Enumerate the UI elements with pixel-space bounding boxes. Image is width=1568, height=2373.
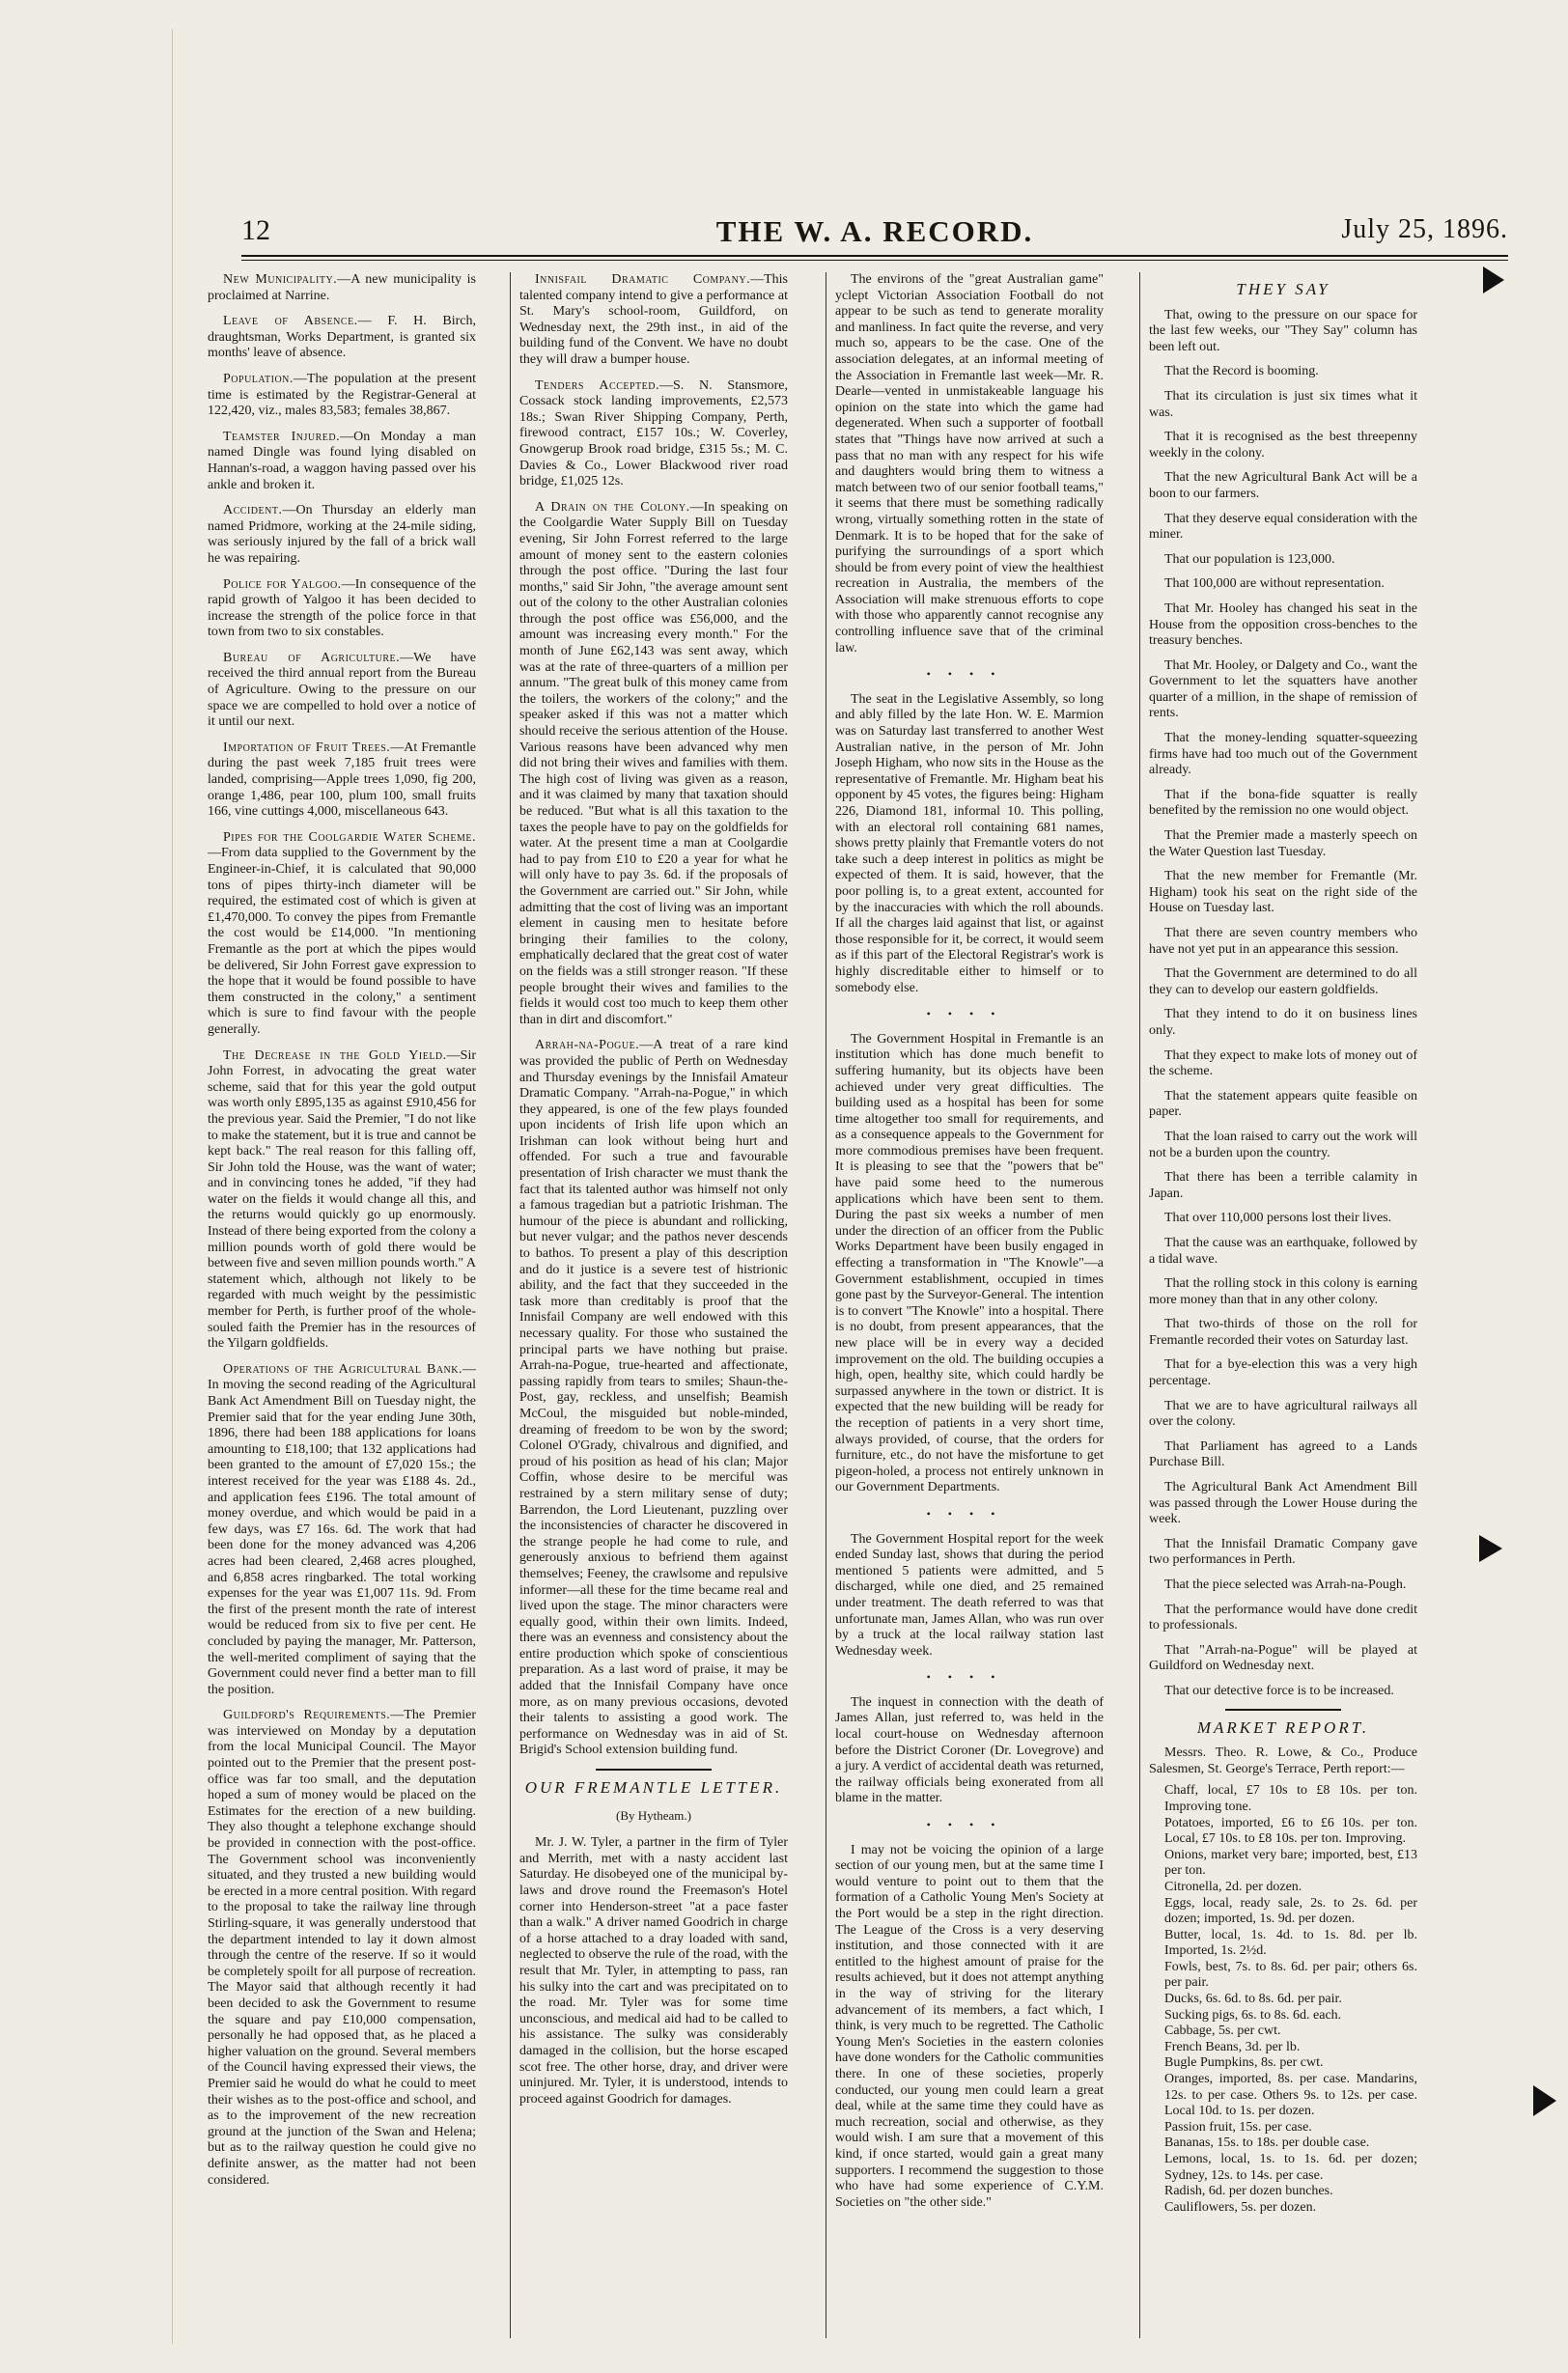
market-item: Chaff, local, £7 10s to £8 10s. per ton. Improving tone. (1164, 1783, 1417, 1814)
market-report-heading: MARKET REPORT. (1196, 1717, 1370, 1737)
news-item (519, 272, 788, 369)
news-item-heading: A Drain on the Colony. (535, 499, 690, 515)
masthead-title: THE W. A. RECORD. (715, 214, 1034, 248)
letter-paragraph: The inquest in connection with the death of James Allan, just referred to, was held in the local court-house on Wednesday afternoon before the District Coroner (Dr. Lovegrove) and a jury. A verdict of accidental death was returned, the railway officials being exonerated from all blame in the matter. (835, 1694, 1104, 1806)
they-say-item: That the Government are determined to do all they can to develop our eastern goldfields. (1149, 966, 1417, 997)
they-say-item: That the Record is booming. (1164, 364, 1319, 379)
market-item: Oranges, imported, 8s. per case. Mandarins, 12s. to per case. Others 9s. to 12s. per case. Local 10d. to 1s. per dozen. (1164, 2072, 1417, 2119)
they-say-item: That they intend to do it on business lines only. (1149, 1007, 1417, 1038)
news-item-heading: Population. (223, 371, 294, 386)
news-item-text: —At Fremantle during the past week 7,185 fruit trees were landed, comprising—Apple trees 1,090, fig 200, orange 1,486, pear 100, plum 100, small fruits 166, vine cuttings 4,000, miscellaneous 643. (208, 740, 476, 820)
market-item: Onions, market very bare; imported, best, £13 per ton. (1164, 1847, 1417, 1879)
they-say-item: That the loan raised to carry out the work will not be a burden upon the country. (1149, 1129, 1417, 1160)
section-separator: •••• (926, 1007, 1013, 1021)
they-say-item: That they expect to make lots of money out of the scheme. (1149, 1047, 1417, 1079)
news-item (208, 1048, 476, 1353)
letter-paragraph: The Government Hospital report for the week ended Sunday last, shows that during the period mentioned 5 patients were admitted, and 5 discharged, while one died, and 25 remained under treatment. The death referred to was that unfortunate man, James Allan, who was run over by a truck at the local railway station last Wednesday week. (835, 1531, 1104, 1659)
column-2-items (519, 272, 788, 1759)
market-report-intro: Messrs. Theo. R. Lowe, & Co., Produce Salesmen, St. George's Terrace, Perth report:— (1149, 1745, 1417, 1776)
they-say-item: That "Arrah-na-Pogue" will be played at Guildford on Wednesday next. (1149, 1642, 1417, 1674)
column-divider (510, 272, 511, 2338)
market-item: Potatoes, imported, £6 to £6 10s. per ton. Local, £7 10s. to £8 10s. per ton. Improving. (1164, 1815, 1417, 1847)
market-item: Fowls, best, 7s. to 8s. 6d. per pair; others 6s. per pair. (1164, 1959, 1417, 1991)
they-say-item: That the statement appears quite feasible on paper. (1149, 1088, 1417, 1120)
header-rule (241, 255, 1508, 257)
market-item: Cabbage, 5s. per cwt. (1164, 2024, 1281, 2039)
they-say-item: That it is recognised as the best threepenny weekly in the colony. (1149, 430, 1417, 461)
page-header (241, 214, 1508, 253)
news-item-heading: The Decrease in the Gold Yield. (223, 1047, 447, 1063)
they-say-item: That over 110,000 persons lost their lives. (1164, 1211, 1392, 1226)
they-say-item: That 100,000 are without representation. (1164, 576, 1385, 592)
they-say-item: That the piece selected was Arrah-na-Pough. (1164, 1577, 1407, 1592)
they-say-item: That the money-lending squatter-squeezing firms have had too much out of the Government already. (1149, 731, 1417, 778)
they-say-item: That two-thirds of those on the roll for Fremantle recorded their votes on Saturday last. (1149, 1317, 1417, 1348)
market-item: Cauliflowers, 5s. per dozen. (1164, 2199, 1317, 2215)
registration-mark (1533, 2085, 1556, 2116)
market-item: Bananas, 15s. to 18s. per double case. (1164, 2136, 1370, 2151)
they-say-item: That its circulation is just six times what it was. (1149, 388, 1417, 420)
news-item-text: —The population at the present time is estimated by the Registrar-General at 122,420, viz., males 83,583; females 38,867. (208, 371, 476, 419)
news-item-text: —In speaking on the Coolgardie Water Supply Bill on Tuesday evening, Sir John Forrest referred to the large amount of money sent to the eastern colonies through the post office. "During the last four months," said Sir John, "the average amount sent out of the colony to the other Australian colonies through the post office was £56,000, and the amount was increasing every month." For the month of June £62,143 was sent away, which was at the rate of three-quarters of a million per annum. "The great bulk of this money came from the toilers, the workers of the colony;" and the speaker asked if this was not a matter which should receive the serious attention of the House. Various reasons have been advanced why men did not bring their wives and families with them. The high cost of living was given as a reason, and it was claimed by many that taxation should be reduced. "But what is all this taxation to the taxes the people have to pay on the goldfields for water. At the present time a man at Coolgardie had to pay from £10 to £20 a year for what he will only have to pay 3s. 6d. if the proposals of the Government are carried out." Sir John, while admitting that the cost of living was an important element in causing men to hesitate before bringing their families to the colony, emphatically declared that the great cost of water on the fields was a still stronger reason. "If these people brought their wives and families to the fields it would cost too much to keep them other than in dirt and discomfort." (519, 499, 788, 1027)
section-rule (1225, 1709, 1341, 1711)
news-item-text: —A treat of a rare kind was provided the public of Perth on Wednesday and Thursday evenings by the Innisfail Amateur Dramatic Company. "Arrah-na-Pogue," in which they appeared, is one of the few plays founded upon incidents of Irish life upon which an Irishman can look without being hurt and offended. For such a true and favourable presentation of Irish character we must thank the fact that its talented author was himself not only a famous tragedian but a patriotic Irishman. The humour of the piece is abundant and rollicking, but never vulgar; and the pathos never descends to bathos. To present a play of this description and do it justice is a severe test of histrionic ability, and the fact that they succeeded in the task more than creditably is proof that the Innisfail Company are well endowed with this necessary quality. For those who sustained the principal parts we have nothing but praise. Arrah-na-Pogue, true-hearted and affectionate, passing rapidly from tears to smiles; Shaun-the-Post, gay, reckless, and unselfish; Beamish McCoul, the misguided but noble-minded, dreaming of freedom to be won by the sword; Colonel O'Grady, chivalrous and dignified, and proud of his position as head of his clan; Major Coffin, whose desire to be merciful was restrained by a stern military sense of duty; Barrendon, the Lord Lieutenant, puzzling over the inconsistencies of character he discovered in the strange people he had come to rule, and generously anxious to befriend them against themselves; Feeney, the crawlsome and repulsive informer—all these for the time became real and lived upon the stage. The minor characters were equally good, within their own limits. Indeed, there was an evenness and consistency about the entire production which spoke of conscientious preparation. As a last word of praise, it may be added that the Innisfail Company have once more, as on many previous occasions, devoted their talents to assisting a good work. The performance on Wednesday was in aid of St. Brigid's School extension building fund. (519, 1038, 788, 1758)
registration-mark (1479, 1535, 1502, 1562)
issue-date: July 25, 1896. (1341, 214, 1508, 244)
market-report-list (1149, 1783, 1417, 2216)
column-1 (208, 272, 476, 2338)
they-say-item: That, owing to the pressure on our space for the last few weeks, our "They Say" column has been left out. (1149, 307, 1417, 354)
news-item (519, 500, 788, 1029)
news-item-heading: Police for Yalgoo. (223, 576, 342, 592)
section-separator: •••• (926, 1670, 1013, 1685)
registration-mark (1483, 266, 1504, 293)
news-item-text: — F. H. Birch, draughtsman, Works Department, is granted six months' leave of absence. (208, 314, 476, 361)
news-item (208, 577, 476, 641)
news-item-heading: Guildford's Requirements. (223, 1708, 391, 1723)
they-say-item: That the cause was an earthquake, followed by a tidal wave. (1149, 1235, 1417, 1267)
news-item (208, 740, 476, 821)
news-item (519, 1038, 788, 1759)
column-divider (1139, 272, 1140, 2338)
market-item: Radish, 6d. per dozen bunches. (1164, 2184, 1333, 2199)
page-number: 12 (241, 214, 270, 246)
fremantle-letter-heading: OUR FREMANTLE LETTER. (524, 1778, 783, 1798)
market-item: Eggs, local, ready sale, 2s. to 2s. 6d. per dozen; imported, 1s. 9d. per dozen. (1164, 1895, 1417, 1927)
they-say-item: That the Premier made a masterly speech on the Water Question last Tuesday. (1149, 828, 1417, 859)
market-item: French Beans, 3d. per lb. (1164, 2039, 1301, 2054)
they-say-item: That for a bye-election this was a very high percentage. (1149, 1357, 1417, 1389)
news-item (208, 830, 476, 1039)
news-item-heading: Tenders Accepted. (535, 377, 659, 393)
they-say-item: That the new member for Fremantle (Mr. Higham) took his seat on the right side of the House on Tuesday last. (1149, 869, 1417, 916)
they-say-item: That there are seven country members who have not yet put in an appearance this session. (1149, 926, 1417, 957)
news-item-heading: Accident. (223, 503, 283, 518)
news-item-text: —On Thursday an elderly man named Pridmore, working at the 24-mile siding, was seriously injured by the fall of a brick wall he was repairing. (208, 503, 476, 566)
news-item-heading: Leave of Absence. (223, 314, 358, 329)
fremantle-letter-text: Mr. J. W. Tyler, a partner in the firm of Tyler and Merrith, met with a nasty accident last Saturday. He disobeyed one of the municipal by-laws and drove round the Freemason's Hotel corner into Henderson-street "at a pace faster than a walk." A driver named Goodrich in charge of a horse attached to a dray loaded with sand, neglected to observe the rule of the road, with the result that Mr. Tyler, in attempting to pass, ran his sulky into the cart and was precipitated on to the road. Mr. Tyler was for some time unconscious, and medical aid had to be called to his assistance. The sulky was considerably damaged in the collision, but the horse escaped scot free. The other horse, dray, and driver were uninjured. Mr. Tyler, it is understood, intends to proceed against Goodrich for damages. (519, 1835, 788, 2107)
market-item: Citronella, 2d. per dozen. (1164, 1879, 1302, 1894)
they-say-item: That Mr. Hooley, or Dalgety and Co., want the Government to let the squatters have another quarter of a million, in the shape of remission of rents. (1149, 657, 1417, 721)
news-item-text: —We have received the third annual report from the Bureau of Agriculture. Owing to the pressure on our space we are compelled to hold over a notice of it until our next. (208, 650, 476, 730)
news-item-heading: Importation of Fruit Trees. (223, 740, 391, 755)
market-item: Sucking pigs, 6s. to 8s. 6d. each. (1164, 2007, 1342, 2023)
they-say-item: That Parliament has agreed to a Lands Purchase Bill. (1149, 1438, 1417, 1470)
section-separator: •••• (926, 1818, 1013, 1832)
section-separator: •••• (926, 1506, 1013, 1521)
news-item-text: —From data supplied to the Government by the Engineer-in-Chief, it is calculated that 90,000 tons of pipes thirty-inch diameter will be required, the estimated cost of which is given at £1,470,000. To convey the pipes from Fremantle the cost would be £14,000. "In mentioning Fremantle as the port at which the pipes would be delivered, Sir John Forrest gave expression to the hope that it would be found possible to have them constructed in the colony," a sentiment which is sure to find favour with the people generally. (208, 846, 476, 1037)
they-say-heading: THEY SAY (1236, 280, 1330, 298)
they-say-item: That our population is 123,000. (1164, 551, 1335, 567)
header-rule-thin (241, 260, 1508, 261)
news-item-text: —This talented company intend to give a performance at St. Mary's school-room, Guildford, on Wednesday next, the 29th inst., in aid of the building fund of the Convent. We have no doubt they will draw a bumper house. (519, 272, 788, 367)
news-item (208, 651, 476, 731)
they-say-item: That there has been a terrible calamity in Japan. (1149, 1170, 1417, 1201)
news-item-heading: Operations of the Agricultural Bank. (223, 1361, 462, 1377)
they-say-list (1149, 308, 1417, 1700)
letter-paragraph: The Government Hospital in Fremantle is an institution which has done much benefit to suffering humanity, but its objects have been achieved under very great difficulties. The building used as a hospital has been for some time altogether too small for requirements, and as a consequence appeals to the Government for more commodious premises have been frequent. It is pleasing to see that the "powers that be" have paid some heed to the numerous applications which have been sent to them. During the past six weeks a number of men under the direction of an officer from the Public Works Department have been busily engaged in effecting a transformation in "The Knowle"—a Government establishment, occupied in times gone past by the Surveyor-General. The intention is to convert "The Knowle" into a hospital. There is no doubt, from present appearances, that the new place will be in every way a decided improvement on the old. The building occupies a high, open, healthy site, which could hardly be surpassed anywhere in the town or district. It is expected that the new building will be ready for the reception of patients in a very short time, always provided, of course, that the orders for furniture, etc., do not have the misfortune to get pigeon-holed, a process not entirely unknown in our Government Departments. (835, 1031, 1104, 1495)
news-item-heading: New Municipality. (223, 272, 338, 287)
they-say-item: That they deserve equal consideration with the miner. (1149, 511, 1417, 543)
column-3 (835, 272, 1104, 2338)
news-item-text: —In consequence of the rapid growth of Yalgoo it has been decided to increase the strength of the police force in that town from two to six constables. (208, 576, 476, 640)
letter-paragraph: The seat in the Legislative Assembly, so long and ably filled by the late Hon. W. E. Marmion was on Saturday last transferred to another West Australian native, in the person of Mr. John Joseph Higham, who now sits in the House as the representative of Fremantle. Mr. Higham beat his opponent by 45 votes, the figures being: Higham 226, Diamond 181, informal 10. This polling, with an electoral roll containing 681 names, shows pretty plainly that Fremantle voters do not take such a deep interest in politics as might be expected of them. It is said, however, that the poor polling is, to a great extent, accounted for by the inaccuracies with which the roll abounds. If all the charges laid against that list, or against those responsible for it, be correct, it would seem as if this part of the Electoral Registrar's work is highly discreditable either to himself or to somebody else. (835, 691, 1104, 995)
news-item (208, 314, 476, 362)
section-rule (596, 1769, 712, 1771)
news-item-heading: Bureau of Agriculture. (223, 650, 401, 665)
they-say-item: That if the bona-fide squatter is really benefited by the remission no one would object. (1149, 787, 1417, 819)
news-item-text: —The Premier was interviewed on Monday by a deputation from the local Municipal Council. The Mayor pointed out to the Premier that the present post-office was far too small, and the deputation hoped a sum of money would be placed on the Estimates for the erection of a new building. They also thought a telephone exchange should be provided in connection with the post-office. The Government school was inconveniently situated, and they trusted a new building would be erected in a more central position. With regard to the proposal to take the railway line through Stirling-square, it was generally understood that the department intended to lay it down almost through the centre of the reserve. If so it would be completely spoilt for all purpose of recreation. The Mayor said that although recently it had been decided to ask the Government to resume the square and pay £10,000 compensation, personally he had opposed that, as he placed a higher valuation on the ground. Several members of the Council having expressed their views, the Premier said he would do what he could to meet their wishes as to the post-office and school, and as to the improvement of the new recreation ground at the junction of the Swan and Helena; but as to the railway question he could give no definite answer, as the matter had not been considered. (208, 1708, 476, 2188)
news-item-heading: Pipes for the Coolgardie Water Scheme. (223, 829, 476, 845)
market-item: Passion fruit, 15s. per case. (1164, 2119, 1312, 2135)
column-4 (1149, 272, 1417, 2338)
news-item (208, 372, 476, 420)
news-item-text: —A new municipality is proclaimed at Narrine. (208, 272, 476, 303)
they-say-item: That we are to have agricultural railways all over the colony. (1149, 1398, 1417, 1430)
letter-paragraph: The environs of the "great Australian game" yclept Victorian Association Football do not appear to be such as tend to generate morality and manliness. In fact quite the reverse, and very much so, appears to be the case. One of the association delegates, at an informal meeting of the Association in Fremantle last week—Mr. R. Dearle—vented in unmistakeable language his opinion on the state into which the game had degenerated. When such a supporter of football states that "Things have now arrived at such a pass that no man with any respect for his wife and daughters would bring them to witness a match between two of our senior football teams," it seems that there must be something radically wrong, virtually something rotten in the state of Denmark. It is to be hoped that for the sake of purifying the surroundings of a sport which should be from every point of view the healthiest recreation in Australia, the members of the Association will make strenuous efforts to cope with those who apparently cannot recognise any controlling influence save that of the criminal law. (835, 272, 1104, 656)
market-item: Lemons, local, 1s. to 1s. 6d. per dozen; Sydney, 12s. to 14s. per case. (1164, 2152, 1417, 2183)
letter-paragraph: I may not be voicing the opinion of a large section of our young men, but at the same time I would venture to point out to them that the formation of a Catholic Young Men's Society at the Port would be a step in the right direction. The League of the Cross is a very deserving institution, and those connected with it are entitled to the highest amount of praise for the results achieved, but it does not attempt anything in the way of striving for the literary advancement of its members, a fact which, I think, is very much to be regretted. The Catholic Young Men's Societies in the eastern colonies have done wonders for the Catholic communities there. In one of these societies, properly conducted, our young men could learn a great deal, while at the same time they could have as much recreation, social and otherwise, as they would wish. I am sure that a movement of this kind, if once started, would gain a great many supporters. I recommend the suggestion to those who have had some experience of C.Y.M. Societies on "the other side." (835, 1842, 1104, 2210)
news-item (208, 1708, 476, 2189)
section-separator: •••• (926, 667, 1013, 682)
news-item-text: —S. N. Stansmore, Cossack stock landing improvements, £2,573 18s.; Swan River Shipping Company, Perth, firewood contract, £157 10s.; W. Coverley, Gnowgerup Brook road bridge, £315 5s.; M. C. Davies & Co., Lower Blackwood river road bridge, £1,025 12s. (519, 377, 788, 489)
market-item: Ducks, 6s. 6d. to 8s. 6d. per pair. (1164, 1992, 1342, 2007)
news-item-heading: Teamster Injured. (223, 429, 341, 444)
news-item (208, 1362, 476, 1698)
news-item-text: —Sir John Forrest, in advocating the great water scheme, said that for this year the gold output was worth only £895,135 as against £910,456 for the previous year. Said the Premier, "I do not like to make the statement, but it is true and cannot be kept back." The real reason for this falling off, Sir John told the House, was the want of water; and in convincing tones he added, "if they had water on the fields it would change all this, and the returns would quickly go up enormously. Instead of there being exported from the colony a million pounds worth of gold there would be between five and seven million pounds worth." A statement which, although not likely to be regarded with much weight by the pessimistic member for Perth, is further proof of the whole-souled faith the Premier has in the resources of the Yilgarn goldfields. (208, 1047, 476, 1352)
news-item (208, 503, 476, 567)
fremantle-letter-byline: (By Hytheam.) (616, 1807, 691, 1823)
news-item (208, 430, 476, 493)
they-say-item: That the performance would have done credit to professionals. (1149, 1602, 1417, 1633)
news-item-heading: Arrah-na-Pogue. (535, 1038, 640, 1053)
they-say-item: That our detective force is to be increased. (1164, 1683, 1394, 1698)
column-2 (519, 272, 788, 2338)
market-item: Butter, local, 1s. 4d. to 1s. 8d. per lb. Imported, 1s. 2½d. (1164, 1927, 1417, 1959)
they-say-item: That Mr. Hooley has changed his seat in the House from the opposition cross-benches to the treasury benches. (1149, 600, 1417, 649)
news-item-heading: Innisfail Dramatic Company. (535, 272, 751, 287)
news-item-text: —On Monday a man named Dingle was found lying disabled on Hannan's-road, a waggon having passed over his ankle and broken it. (208, 429, 476, 492)
they-say-item: That the rolling stock in this colony is earning more money than that in any other colony. (1149, 1276, 1417, 1307)
news-item (519, 378, 788, 490)
market-item: Bugle Pumpkins, 8s. per cwt. (1164, 2055, 1324, 2071)
they-say-item: The Agricultural Bank Act Amendment Bill was passed through the Lower House during the week. (1149, 1480, 1417, 1527)
they-say-item: That the Innisfail Dramatic Company gave two performances in Perth. (1149, 1536, 1417, 1568)
news-item (208, 272, 476, 304)
news-item-text: —In moving the second reading of the Agricultural Bank Act Amendment Bill on Tuesday night, the Premier said that for the year ending June 30th, 1896, there had been 188 applications for loans amounting to £18,100; that 132 applications had been granted to the amount of £7,020 15s.; the interest received for the year was £188 4s. 2d., and application fees £196. The total amount of money overdue, and which would be paid in a few days, was £7 16s. 6d. The work that had been done for the money advanced was 4,206 acres had been cleared, 2,468 acres ploughed, and 6,858 acres ringbarked. The total working expenses for the year was £1,007 11s. 9d. From the first of the present month the rate of interest would be reduced from six to five per cent. He concluded by paying the manager, Mr. Patterson, the well-merited compliment of saying that the Government could never find a better man to fill the position. (208, 1361, 476, 1697)
they-say-item: That the new Agricultural Bank Act will be a boon to our farmers. (1149, 470, 1417, 501)
